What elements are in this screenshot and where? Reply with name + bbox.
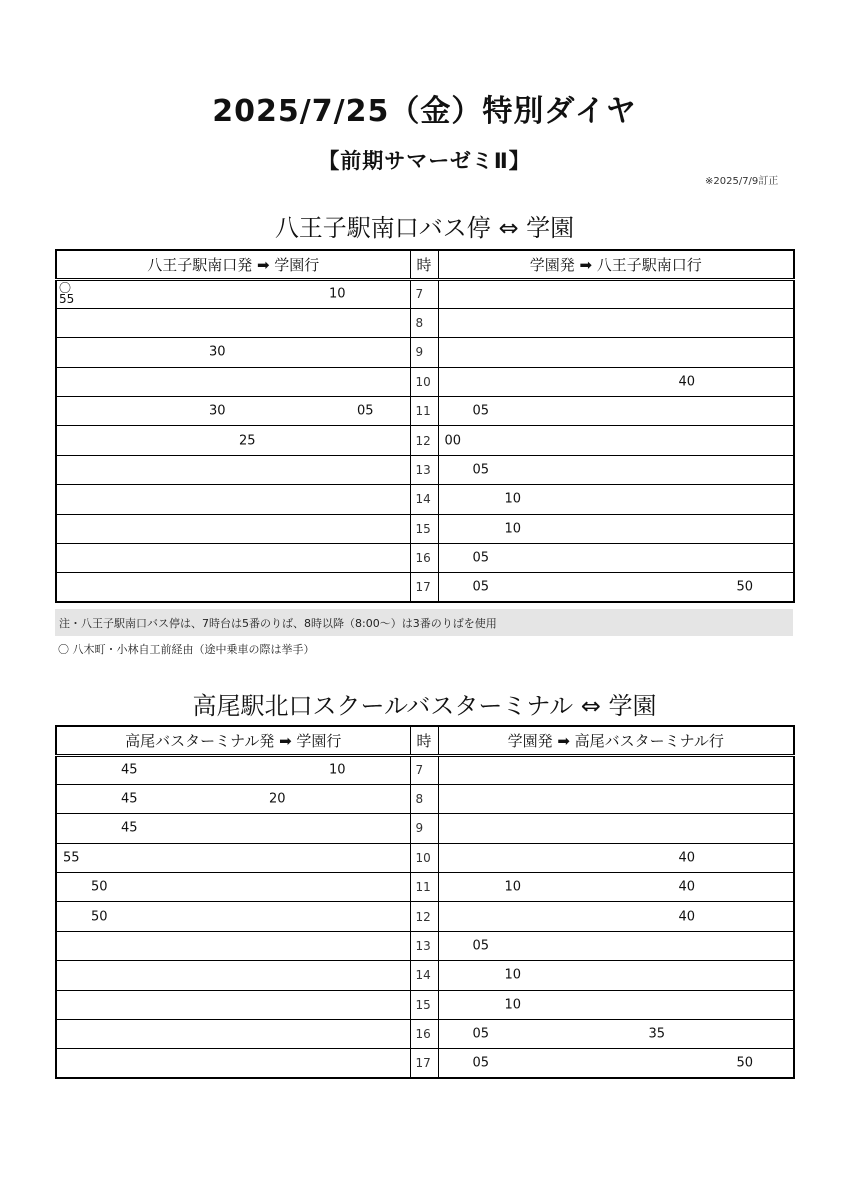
table-row (56, 990, 794, 1019)
outbound-cell (56, 990, 410, 1019)
inbound-cell (438, 426, 794, 455)
departure-minute: 55 (63, 850, 80, 866)
header-outbound: 八王子駅南口発 ➡ 学園行 (56, 250, 410, 279)
departure-minute: 00 (444, 433, 462, 449)
timetable-hachioji (55, 249, 795, 603)
inbound-cell (438, 308, 794, 337)
departure-minute: 10 (504, 879, 522, 895)
departure-minute: 10 (504, 967, 522, 983)
departure-minute: 45 (121, 791, 138, 807)
hour-cell: 10 (410, 843, 438, 872)
inbound-cell (438, 544, 794, 573)
table-row (56, 485, 794, 514)
inbound-cell (438, 931, 794, 960)
inbound-cell (438, 455, 794, 484)
header-inbound: 学園発 ➡ 八王子駅南口行 (438, 250, 794, 279)
departure-minute: 50 (736, 579, 754, 595)
table-row (56, 544, 794, 573)
boarding-note: 注・八王子駅南口バス停は、7時台は5番のりば、8時以降（8:00〜）は3番のりばを使用 (55, 609, 793, 636)
hour-cell: 17 (410, 1049, 438, 1078)
departure-minute: 05 (472, 1055, 490, 1071)
hour-cell: 15 (410, 990, 438, 1019)
departure-minute: 05 (357, 403, 374, 419)
table-row (56, 843, 794, 872)
departure-minute: 45 (121, 820, 138, 836)
inbound-cell (438, 902, 794, 931)
table-row (56, 338, 794, 367)
hour-cell: 8 (410, 308, 438, 337)
hour-cell: 7 (410, 279, 438, 308)
departure-minute: 10 (504, 521, 522, 537)
route-note: 〇 八木町・小林自工前経由（途中乗車の際は挙手） (58, 643, 315, 656)
departure-minute: 40 (678, 850, 696, 866)
table-row (56, 814, 794, 843)
hour-cell: 16 (410, 1020, 438, 1049)
table-row (56, 1020, 794, 1049)
table-row (56, 784, 794, 813)
inbound-cell (438, 338, 794, 367)
header-inbound: 学園発 ➡ 高尾バスターミナル行 (438, 726, 794, 755)
departure-minute: 35 (648, 1026, 666, 1042)
outbound-cell (56, 279, 410, 308)
outbound-cell (56, 931, 410, 960)
inbound-cell (438, 485, 794, 514)
hour-cell: 12 (410, 426, 438, 455)
outbound-cell (56, 873, 410, 902)
outbound-cell (56, 514, 410, 543)
outbound-cell (56, 308, 410, 337)
departure-minute: 20 (269, 791, 286, 807)
outbound-cell (56, 544, 410, 573)
hour-cell: 9 (410, 338, 438, 367)
departure-minute: 40 (678, 879, 696, 895)
header-outbound: 高尾バスターミナル発 ➡ 学園行 (56, 726, 410, 755)
hour-cell: 13 (410, 455, 438, 484)
table-row (56, 902, 794, 931)
hour-cell: 12 (410, 902, 438, 931)
outbound-cell (56, 1049, 410, 1078)
outbound-cell (56, 367, 410, 396)
hour-cell: 11 (410, 873, 438, 902)
header-hour: 時 (410, 726, 438, 755)
table-row (56, 367, 794, 396)
departure-minute: 05 (472, 579, 490, 595)
departure-minute: 30 (209, 403, 226, 419)
departure-minute: 10 (504, 997, 522, 1013)
table-row (56, 514, 794, 543)
inbound-cell (438, 397, 794, 426)
table-row (56, 755, 794, 784)
outbound-cell (56, 843, 410, 872)
timetable-takao (55, 725, 795, 1079)
inbound-cell (438, 814, 794, 843)
inbound-cell (438, 784, 794, 813)
hour-cell: 8 (410, 784, 438, 813)
table-row (56, 426, 794, 455)
timetable-body (56, 755, 794, 1078)
revision-note: ※2025/7/9訂正 (705, 176, 779, 187)
table-row (56, 308, 794, 337)
header-hour: 時 (410, 250, 438, 279)
table-row (56, 961, 794, 990)
hour-cell: 17 (410, 573, 438, 602)
page-title: 2025/7/25（金）特別ダイヤ (212, 94, 637, 129)
outbound-cell (56, 902, 410, 931)
departure-minute: 05 (472, 403, 490, 419)
table-row (56, 279, 794, 308)
departure-minute: 50 (91, 879, 108, 895)
page-subtitle: 【前期サマーゼミⅡ】 (318, 149, 531, 173)
hour-cell: 11 (410, 397, 438, 426)
table-row (56, 873, 794, 902)
hour-cell: 15 (410, 514, 438, 543)
outbound-cell (56, 784, 410, 813)
hour-cell: 16 (410, 544, 438, 573)
table-row (56, 931, 794, 960)
departure-minute: 10 (329, 286, 346, 302)
table-row (56, 397, 794, 426)
route-title-takao: 高尾駅北口スクールバスターミナル ⇔ 学園 (192, 692, 657, 720)
timetable-body (56, 279, 794, 602)
hour-cell: 13 (410, 931, 438, 960)
departure-minute: 40 (678, 909, 696, 925)
outbound-cell (56, 755, 410, 784)
departure-minute: 30 (209, 344, 226, 360)
outbound-cell (56, 573, 410, 602)
departure-minute: 45 (121, 762, 138, 778)
outbound-cell (56, 338, 410, 367)
departure-minute: 05 (472, 550, 490, 566)
inbound-cell (438, 1020, 794, 1049)
departure-minute: 05 (472, 1026, 490, 1042)
departure-minute: 10 (329, 762, 346, 778)
outbound-cell (56, 961, 410, 990)
departure-minute: 05 (472, 938, 490, 954)
departure-minute: 10 (504, 491, 522, 507)
route-title-hachioji: 八王子駅南口バス停 ⇔ 学園 (274, 214, 575, 242)
outbound-cell (56, 455, 410, 484)
departure-minute: 50 (91, 909, 108, 925)
outbound-cell (56, 1020, 410, 1049)
table-row (56, 455, 794, 484)
departure-minute: 50 (736, 1055, 754, 1071)
outbound-cell (56, 814, 410, 843)
inbound-cell (438, 843, 794, 872)
inbound-cell (438, 367, 794, 396)
inbound-cell (438, 279, 794, 308)
hour-cell: 7 (410, 755, 438, 784)
hour-cell: 14 (410, 961, 438, 990)
inbound-cell (438, 990, 794, 1019)
outbound-cell (56, 397, 410, 426)
hour-cell: 14 (410, 485, 438, 514)
departure-minute: 25 (239, 433, 256, 449)
inbound-cell (438, 961, 794, 990)
outbound-cell (56, 485, 410, 514)
hour-cell: 10 (410, 367, 438, 396)
hour-cell: 9 (410, 814, 438, 843)
departure-minute: 05 (472, 462, 490, 478)
departure-minute: 〇 55 (59, 280, 75, 306)
inbound-cell (438, 1049, 794, 1078)
outbound-cell (56, 426, 410, 455)
departure-minute: 40 (678, 374, 696, 390)
inbound-cell (438, 873, 794, 902)
inbound-cell (438, 755, 794, 784)
inbound-cell (438, 573, 794, 602)
table-row (56, 1049, 794, 1078)
inbound-cell (438, 514, 794, 543)
table-row (56, 573, 794, 602)
